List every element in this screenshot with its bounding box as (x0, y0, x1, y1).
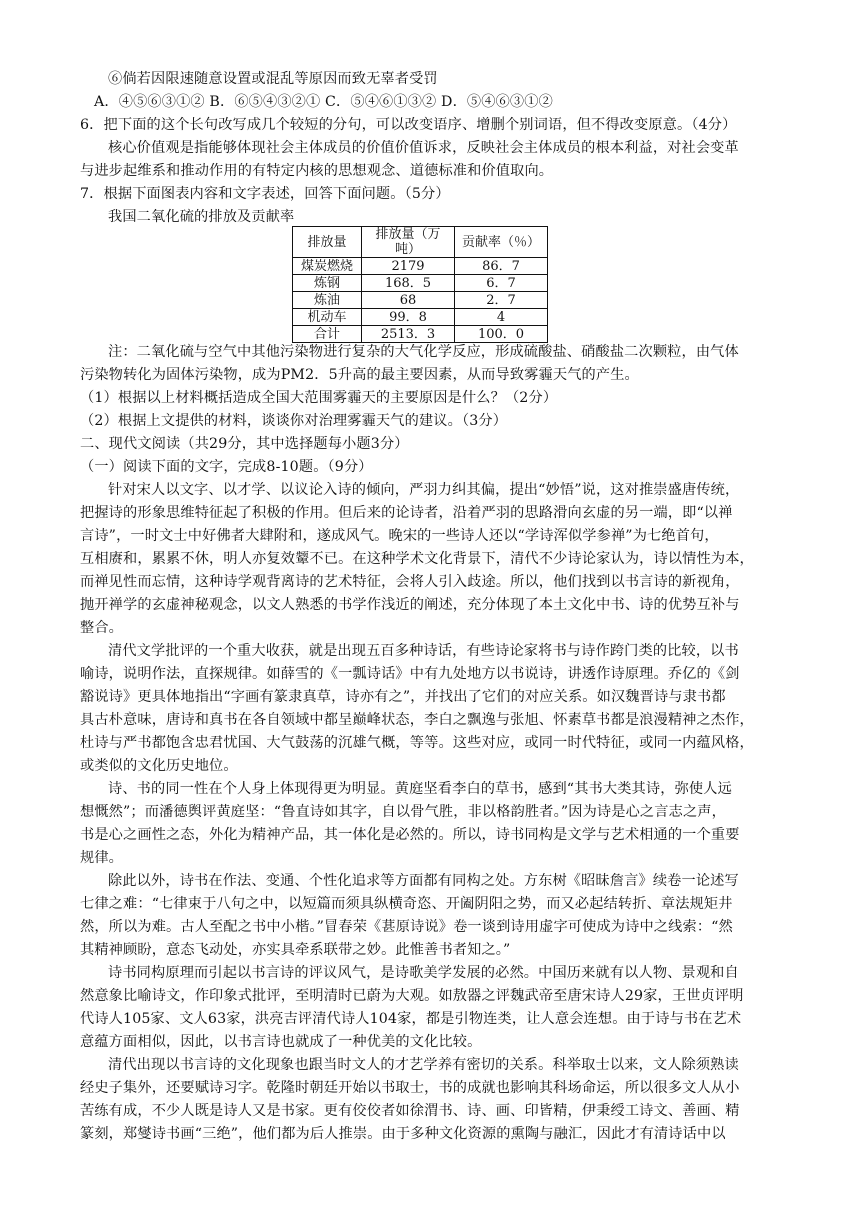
q7-note-line: 污染物转化为固体污染物，成为PM2．5升高的最主要因素，从而导致雾霾天气的产生。 (80, 367, 639, 383)
table-cell: 86．7 (455, 258, 548, 275)
passage-line: 具古朴意味，唐诗和真书在各自领域中都呈巅峰状态，李白之飘逸与张旭、怀素草书都是浪漫精神之杰作， (80, 712, 754, 728)
passage-line: 篆刻，郑燮诗书画“三绝”，他们都为后人推崇。由于多种文化资源的熏陶与融汇，因此才有清诗话中以 (80, 1126, 726, 1142)
table-header-cell: 贡献率（％） (455, 227, 548, 258)
table-header-row (293, 227, 548, 258)
table-cell: 炼钢 (293, 275, 362, 292)
passage-line: 互相赓和，累累不休，明人亦复效颦不已。在这种学术文化背景下，清代不少诗论家认为，诗以情性为本， (80, 551, 754, 567)
passage-line: 杜诗与严书都饱含忠君忧国、大气鼓荡的沉雄气概，等等。这些对应，或同一时代特征，或同一内蕴风格， (80, 735, 754, 751)
passage-line: 而禅见性而忘情，这种诗学观背离诗的艺术特征，会将人引入歧途。所以，他们找到以书言诗的新视角， (80, 574, 740, 590)
table-row (293, 292, 548, 309)
table-cell: 4 (455, 309, 548, 326)
q7-note-line: 注：二氧化硫与空气中其他污染物进行复杂的大气化学反应，形成硫酸盐、硝酸盐二次颗粒，由气体 (108, 344, 739, 360)
q6-prompt: 6．把下面的这个长句改写成几个较短的分句，可以改变语序、增删个别词语，但不得改变原意。（4分） (80, 117, 737, 133)
q7-sub1: （1）根据以上材料概括造成全国大范围雾霾天的主要原因是什么？（2分） (80, 390, 558, 406)
passage-line: 诗、书的同一性在个人身上体现得更为明显。黄庭坚看李白的草书，感到“其书大类其诗，弥使人远 (108, 781, 732, 797)
table-cell: 2．7 (455, 292, 548, 309)
passage-line: 除此以外，诗书在作法、变通、个性化追求等方面都有同构之处。方东树《昭昧詹言》续卷一论述写 (108, 873, 739, 889)
table-row (293, 258, 548, 275)
table-row (293, 326, 548, 343)
table-cell: 68 (362, 292, 455, 309)
table-header-cell: 排放量 (293, 227, 362, 258)
emission-table (292, 226, 548, 343)
passage-line: 言诗”，一时文士中好佛者大肆附和，遂成风气。晚宋的一些诗人还以“学诗浑似学参禅”为七绝首句， (80, 528, 719, 544)
passage-line: 意蕴方面相似，因此，以书言诗也就成了一种优美的文化比较。 (80, 1034, 482, 1050)
passage-line: 抛开禅学的玄虚神秘观念，以文人熟悉的书学作浅近的阐述，充分体现了本土文化中书、诗的优势互补与 (80, 597, 740, 613)
table-cell: 2513．3 (362, 326, 455, 343)
passage-line: 想慨然”；而潘德舆评黄庭坚：“鲁直诗如其字，自以骨气胜，非以格韵胜者。”因为诗是心之言志之声， (80, 804, 726, 820)
table-cell: 合计 (293, 326, 362, 343)
q7-sub2: （2）根据上文提供的材料，谈谈你对治理雾霾天气的建议。（3分） (80, 413, 508, 429)
table-cell: 2179 (362, 258, 455, 275)
passage-line: 针对宋人以文字、以才学、以议论入诗的倾向，严羽力纠其偏，提出“妙悟”说，这对推崇盛唐传统， (108, 482, 740, 498)
passage-line: 然意象比喻诗文，作印象式批评，至明清时已蔚为大观。如敖器之评魏武帝至唐宋诗人29家，王世贞评明 (80, 988, 744, 1004)
passage-line: 苦练有成，不少人既是诗人又是书家。更有佼佼者如徐渭书、诗、画、印皆精，伊秉绶工诗文、善画、精 (80, 1103, 740, 1119)
passage-line: 清代出现以书言诗的文化现象也跟当时文人的才艺学养有密切的关系。科举取士以来，文人除须熟读 (108, 1057, 739, 1073)
passage-line: 规律。 (80, 850, 124, 866)
passage-line: 喻诗，说明作法，直探规律。如薛雪的《一瓢诗话》中有九处地方以书说诗，讲透作诗原理。乔亿的《剑 (80, 666, 740, 682)
passage-line: 其精神顾盼，意态飞动处，亦实具牵系联带之妙。此惟善书者知之。” (80, 942, 511, 958)
table-cell: 100．0 (455, 326, 548, 343)
table-title: 我国二氧化硫的排放及贡献率 (108, 209, 295, 225)
passage-line: 经史子集外，还要赋诗习字。乾隆时朝廷开始以书取士，书的成就也影响其科场命运，所以很多文人从小 (80, 1080, 740, 1096)
table-cell: 炼油 (293, 292, 362, 309)
table-cell: 168．5 (362, 275, 455, 292)
passage-line: 诗书同构原理而引起以书言诗的评议风气，是诗歌美学发展的必然。中国历来就有以人物、景观和自 (108, 965, 739, 981)
q5-item6: ⑥倘若因限速随意设置或混乱等原因而致无辜者受罚 (108, 71, 438, 87)
section-heading: 二、现代文阅读（共29分，其中选择题每小题3分） (80, 436, 409, 452)
table-row (293, 309, 548, 326)
table-row (293, 275, 548, 292)
passage-line: 然，所以为难。古人至配之书中小楷。”冒春荣《葚原诗说》卷一谈到诗用虚字可使成为诗中之线索：“然 (80, 919, 733, 935)
q6-text-line: 核心价值观是指能够体现社会主体成员的价值价值诉求，反映社会主体成员的根本利益，对社会变革 (108, 140, 739, 156)
table-cell: 99．8 (362, 309, 455, 326)
passage-line: 或类似的文化历史地位。 (80, 758, 238, 774)
table-cell: 6．7 (455, 275, 548, 292)
section-subheading: （一）阅读下面的文字，完成8-10题。（9分） (80, 459, 373, 475)
table-header-cell: 排放量（万吨） (362, 227, 455, 258)
passage-line: 代诗人105家、文人63家，洪亮吉评清代诗人104家，都是引物连类，让人意会连想。由于诗与书在艺术 (80, 1011, 742, 1027)
passage-line: 整合。 (80, 620, 124, 636)
q5-options: A．④⑤⑥③①② B．⑥⑤④③②① C．⑤④⑥①③② D．⑤④⑥③①② (94, 94, 553, 110)
passage-line: 豁说诗》更具体地指出“字画有篆隶真草，诗亦有之”，并找出了它们的对应关系。如汉魏晋诗与隶书都 (80, 689, 726, 705)
q6-text-line: 与进步起维系和推动作用的有特定内核的思想观念、道德标准和价值取向。 (80, 163, 554, 179)
passage-line: 书是心之画性之态，外化为精神产品，其一体化是必然的。所以，诗书同构是文学与艺术相通的一个重要 (80, 827, 740, 843)
q7-prompt: 7．根据下面图表内容和文字表述，回答下面问题。（5分） (80, 186, 450, 202)
passage-line: 七律之难：“七律束于八句之中，以短篇而须具纵横奇恣、开阖阴阳之势，而又必起结转折、章法规矩井 (80, 896, 733, 912)
passage-line: 清代文学批评的一个重大收获，就是出现五百多种诗话，有些诗论家将书与诗作跨门类的比较，以书 (108, 643, 739, 659)
table-cell: 煤炭燃烧 (293, 258, 362, 275)
passage-line: 把握诗的形象思维特征起了积极的作用。但后来的论诗者，沿着严羽的思路滑向玄虚的另一端，即“以禅 (80, 505, 733, 521)
table-cell: 机动车 (293, 309, 362, 326)
